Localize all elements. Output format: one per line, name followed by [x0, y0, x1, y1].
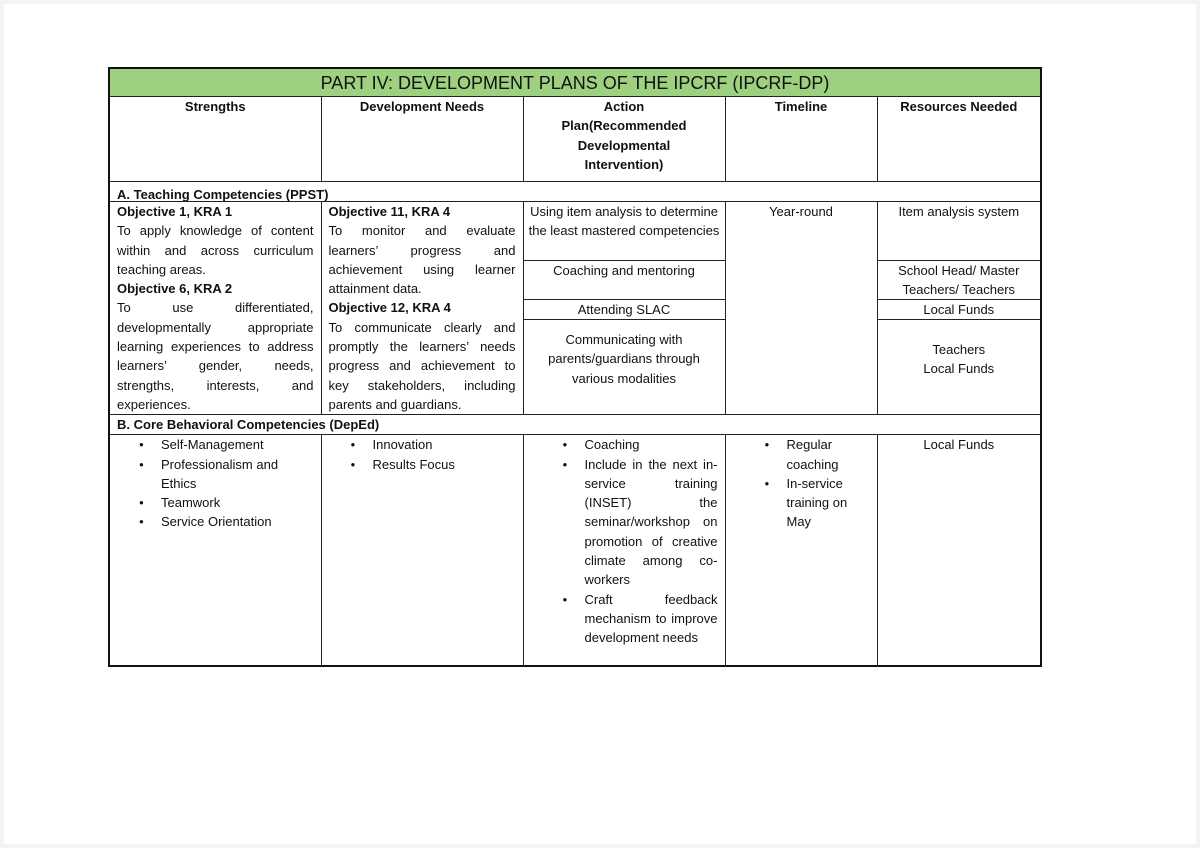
- header-action-plan-line: Developmental: [577, 137, 671, 153]
- list-item: ● Craft feedback mechanism to improve development needs: [585, 590, 718, 648]
- objective-title: Objective 6, KRA 2: [117, 281, 233, 297]
- list-item: ● Results Focus: [373, 455, 516, 474]
- resource-item: Local Funds: [878, 300, 1041, 320]
- header-development-needs: Development Needs: [321, 97, 523, 182]
- list-item: ● Professionalism and Ethics: [161, 455, 314, 494]
- section-b-label: B. Core Behavioral Competencies (DepEd): [117, 417, 380, 433]
- objective-text: To apply knowledge of content within and across curriculum teaching areas.: [117, 223, 314, 277]
- objective-text: To use differentiated, developmentally appropriate learning experiences to address learners’ gender, needs, strengths, interests, and experiences.: [117, 300, 314, 412]
- section-a-strengths: [109, 202, 321, 415]
- header-timeline: Timeline: [725, 97, 877, 182]
- objective-text: To monitor and evaluate learners’ progress and achievement using learner attainment data.: [328, 223, 516, 297]
- resource-item: Item analysis system: [878, 202, 1041, 261]
- action-plan-item: Communicating with parents/guardians through various modalities: [548, 332, 700, 386]
- list-item: ● In-service training on May: [787, 474, 870, 532]
- header-action-plan-line: Intervention): [584, 156, 664, 172]
- list-item: ● Innovation: [373, 435, 516, 454]
- section-b-timeline: [725, 435, 877, 667]
- action-plan-item: Coaching and mentoring: [524, 261, 725, 300]
- list-item: ● Regular coaching: [787, 435, 870, 474]
- header-action-plan: [523, 97, 725, 182]
- objective-title: Objective 12, KRA 4: [328, 300, 451, 316]
- header-strengths: Strengths: [109, 97, 321, 182]
- list-item: ● Teamwork: [161, 493, 314, 512]
- section-a-label: A. Teaching Competencies (PPST): [117, 187, 329, 202]
- section-a-resources: [877, 202, 1041, 415]
- list-item: ● Self-Management: [161, 435, 314, 454]
- list-item: ● Coaching: [585, 435, 718, 454]
- header-resources: Resources Needed: [877, 97, 1041, 182]
- section-a-timeline: Year-round: [725, 202, 877, 415]
- section-b-heading: [109, 415, 1041, 435]
- objective-title: Objective 1, KRA 1: [117, 204, 233, 219]
- objective-text: To communicate clearly and promptly the learners’ needs progress and achievement to key stakeholders, including parents and guardians.: [328, 319, 516, 412]
- objective-title: Objective 11, KRA 4: [328, 204, 451, 219]
- section-b-development-needs: [321, 435, 523, 667]
- section-a-development-needs: [321, 202, 523, 415]
- table-title: PART IV: DEVELOPMENT PLANS OF THE IPCRF (IPCRF-DP): [109, 68, 1041, 97]
- list-item: ● Include in the next in-service training (INSET) the seminar/workshop on promotion of creative climate among co-workers: [585, 455, 718, 590]
- section-a-action-plans: [523, 202, 725, 415]
- resource-item: Teachers Local Funds: [923, 341, 995, 376]
- section-b-action-plans: [523, 435, 725, 667]
- action-plan-item: Attending SLAC: [524, 300, 725, 320]
- ipcrf-dp-table: [108, 67, 1042, 667]
- section-b-resources: Local Funds: [877, 435, 1041, 667]
- section-a-heading: [109, 182, 1041, 202]
- list-item: ● Service Orientation: [161, 512, 314, 531]
- section-b-strengths: [109, 435, 321, 667]
- document-page: [4, 4, 1196, 844]
- action-plan-item: Using item analysis to determine the least mastered competencies: [524, 202, 725, 261]
- header-action-plan-line: Plan(Recommended: [561, 118, 687, 134]
- header-action-plan-line: Action: [603, 99, 645, 114]
- resource-item: School Head/ Master Teachers/ Teachers: [878, 261, 1041, 300]
